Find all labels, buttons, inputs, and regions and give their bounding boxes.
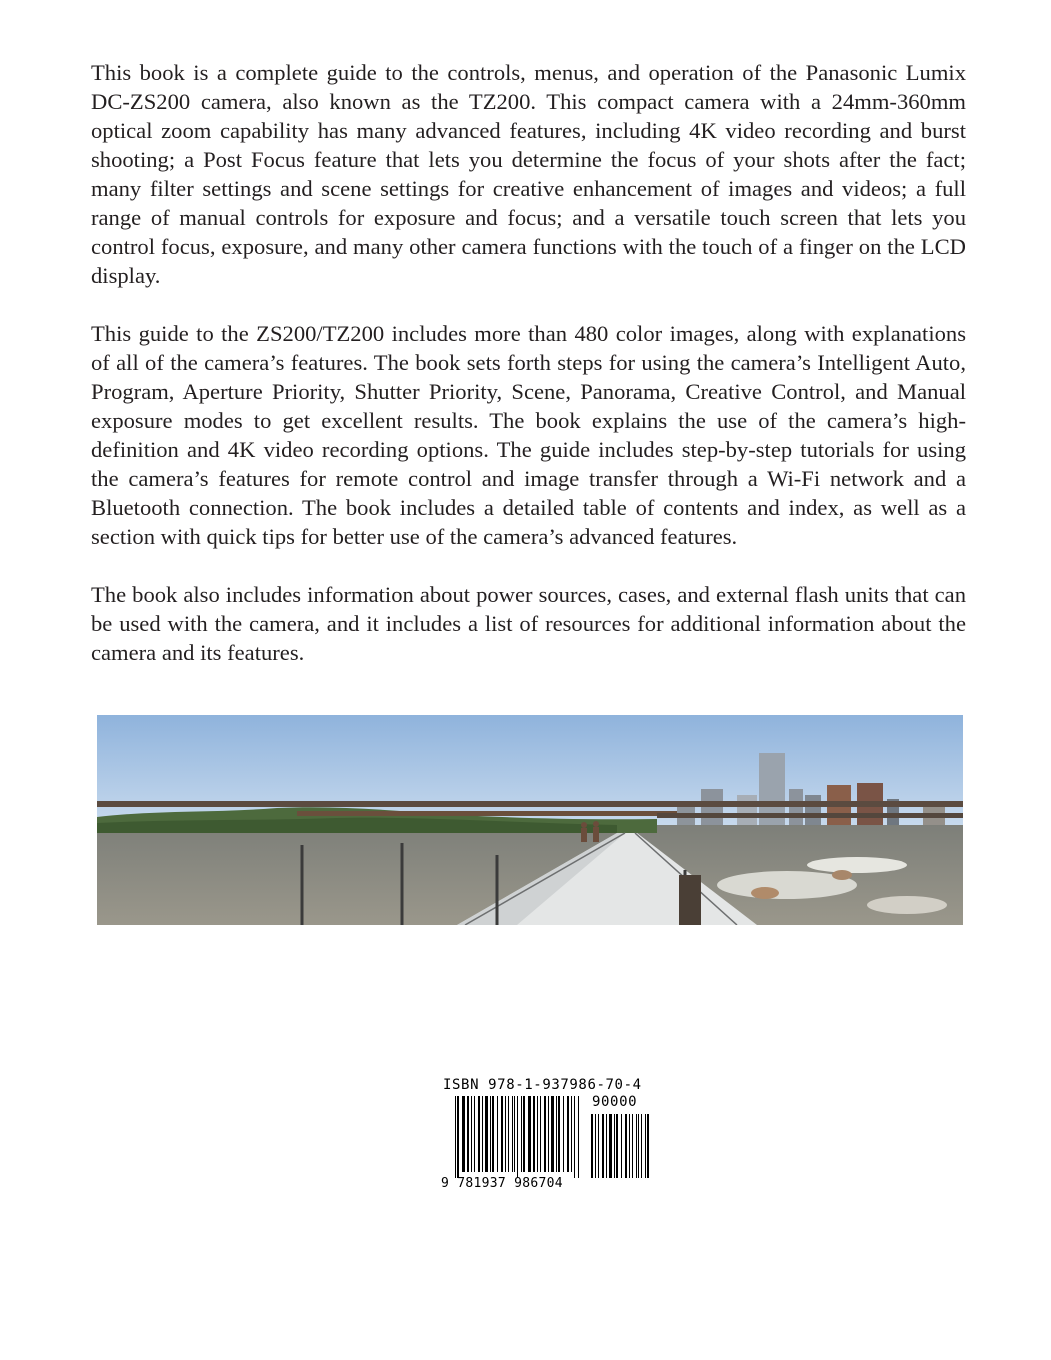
barcode-bar [508,1096,509,1172]
addon-bar [647,1114,649,1178]
barcode-bar [455,1096,456,1178]
addon-bar [625,1114,627,1178]
barcode-bars [441,1096,656,1178]
barcode-bar [571,1096,572,1172]
barcode-bar [478,1096,480,1172]
description-paragraph-2: This guide to the ZS200/TZ200 includes more than 480 color images, along with explanations of all of the camera’s features. The book sets forth steps for using the camera’s Intelligent Auto, Program, Aperture Priority, Shutter Priority, Scene, Panorama, Creative Control, and Manual exposure modes to get excellent results. The book explains the use of the camera’s high-definition and 4K video recording options. The guide includes step-by-step tutorials for using the camera’s features for remote control and image transfer through a Wi-Fi network and a Bluetooth connection. The book includes a detailed table of contents and index, as well as a section with quick tips for better use of the camera’s advanced features. [91,321,966,549]
barcode-bar [537,1096,538,1172]
barcode-bar [567,1096,569,1172]
addon-bar [638,1114,639,1178]
ean-digits: 9 781937 986704 [441,1176,563,1191]
addon-bar [621,1114,622,1178]
barcode-bar [521,1096,522,1172]
barcode-bar [517,1096,518,1178]
addon-bar [632,1114,633,1178]
addon-bar [614,1114,615,1178]
addon-bar [616,1114,618,1178]
back-cover-description [91,58,966,696]
barcode-bar [471,1096,472,1172]
addon-bar [641,1114,642,1178]
barcode-bar [514,1096,515,1172]
addon-bar [595,1114,596,1178]
addon-bar [609,1114,612,1178]
panoramic-river-photo [97,715,963,925]
addon-bar [602,1114,604,1178]
panorama-illustration [97,715,963,925]
barcode-bar [533,1096,535,1172]
barcode-bar [462,1096,465,1172]
barcode-bar [474,1096,475,1172]
barcode-bar [551,1096,554,1172]
isbn-barcode [441,1077,656,1197]
barcode-bar [578,1096,579,1178]
barcode-bar [512,1096,513,1172]
description-paragraph-3: The book also includes information about power sources, cases, and external flash units that can be used with the camera, and it includes a list of resources for additional information about the camera and its features. [91,582,966,665]
barcode-bar [540,1096,541,1172]
barcode-bar [501,1096,503,1172]
description-paragraph-1: This book is a complete guide to the controls, menus, and operation of the Panasonic Lumix DC-ZS200 camera, also known as the TZ200. This compact camera with a 24mm-360mm optical zoom capability has many advanced features, including 4K video recording and burst shooting; a Post Focus feature that lets you determine the focus of your shots after the fact; many filter settings and scene settings for creative enhancement of images and videos; a full range of manual controls for exposure and focus; and a versatile touch screen that lets you control focus, exposure, and many other camera functions with the touch of a finger on the LCD display. [91,60,966,288]
addon-bar [636,1114,637,1178]
barcode-bar [544,1096,546,1172]
isbn-label: ISBN 978-1-937986-70-4 [443,1077,642,1093]
addon-bar [645,1114,646,1178]
barcode-bar [467,1096,469,1172]
barcode-bar [492,1096,494,1172]
barcode-bar [548,1096,549,1172]
barcode-bar [574,1096,575,1178]
barcode-bar [485,1096,488,1172]
addon-bar [598,1114,599,1178]
barcode-bar [523,1096,525,1172]
barcode-bar [505,1096,506,1172]
barcode-bar [490,1096,491,1172]
barcode-bar [558,1096,560,1172]
addon-bar [606,1114,607,1178]
barcode-bar [457,1096,459,1178]
barcode-bar [528,1096,531,1172]
barcode-bar [482,1096,483,1172]
barcode-bar [497,1096,498,1172]
barcode-bar [563,1096,564,1172]
addon-bar [591,1114,593,1178]
addon-bar [629,1114,630,1178]
barcode-bar [556,1096,557,1172]
price-code: 90000 [592,1094,638,1110]
